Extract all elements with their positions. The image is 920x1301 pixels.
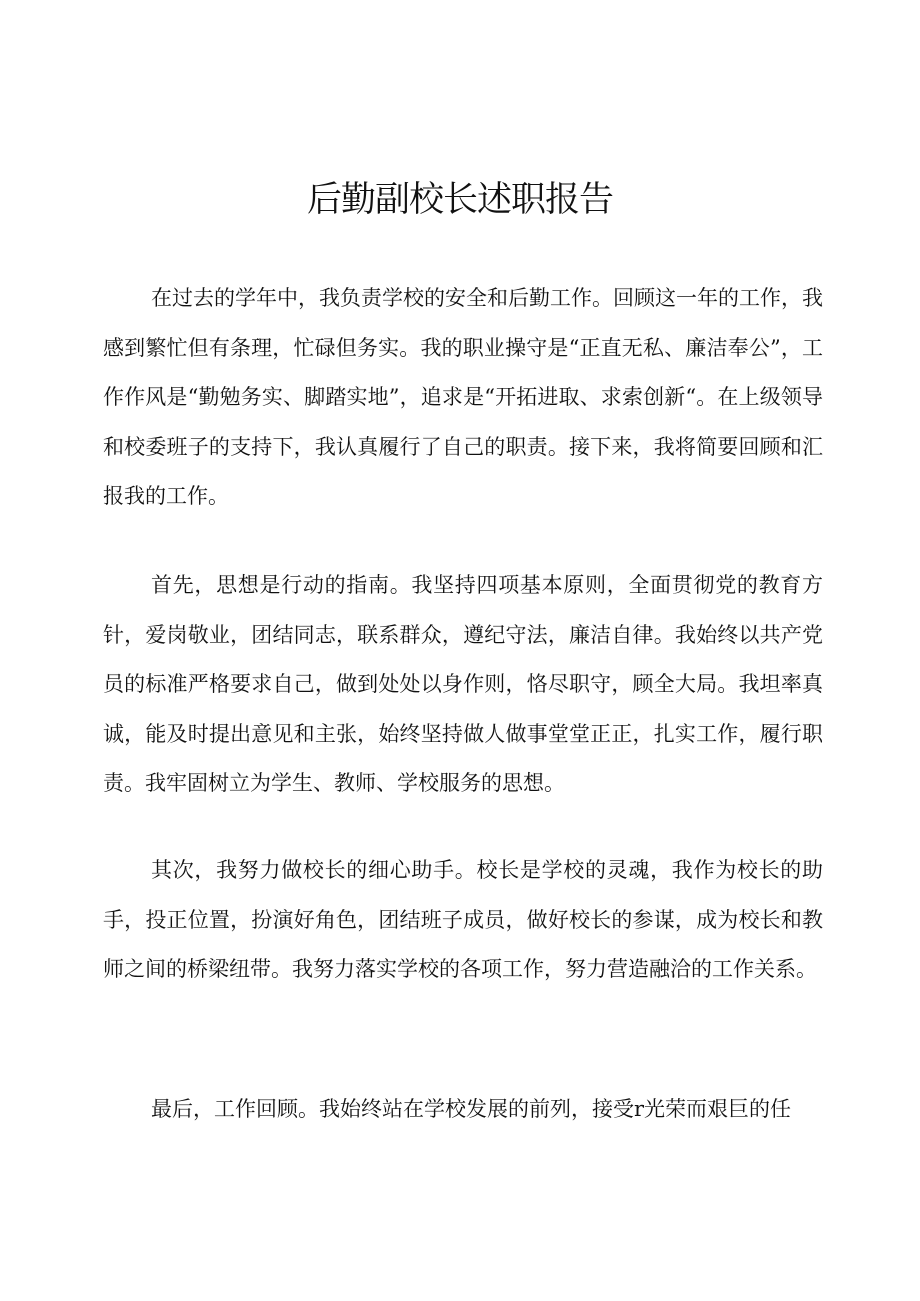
paragraph-assistant: 其次，我努力做校长的细心助手。校长是学校的灵魂，我作为校长的助手，投正位置，扮演好角色，团结班子成员，做好校长的参谋，成为校长和教师之间的桥梁纽带。我努力落实学校的各项工作，努力营造融洽的工作关系。 <box>103 858 823 981</box>
document-title: 后勤副校长述职报告 <box>306 180 613 220</box>
paragraph-review: 最后，工作回顾。我始终站在学校发展的前列，接受r光荣而艰巨的任 <box>151 1097 792 1121</box>
paragraph-thought: 首先，思想是行动的指南。我坚持四项基本原则，全面贯彻党的教育方针，爱岗敬业，团结同志，联系群众，遵纪守法，廉洁自律。我始终以共产党员的标准严格要求自己，做到处处以身作则，恪尽职守，顾全大局。我坦率真诚，能及时提出意见和主张，始终坚持做人做事堂堂正正，扎实工作，履行职责。我牢固树立为学生、教师、学校服务的思想。 <box>103 573 823 795</box>
paragraph-intro: 在过去的学年中，我负责学校的安全和后勤工作。回顾这一年的工作，我感到繁忙但有条理，忙碌但务实。我的职业操守是“正直无私、廉洁奉公”，工作作风是“勤勉务实、脚踏实地”，追求是“开拓进取、求索创新“。在上级领导和校委班子的支持下，我认真履行了自己的职责。接下来，我将简要回顾和汇报我的工作。 <box>103 286 823 508</box>
